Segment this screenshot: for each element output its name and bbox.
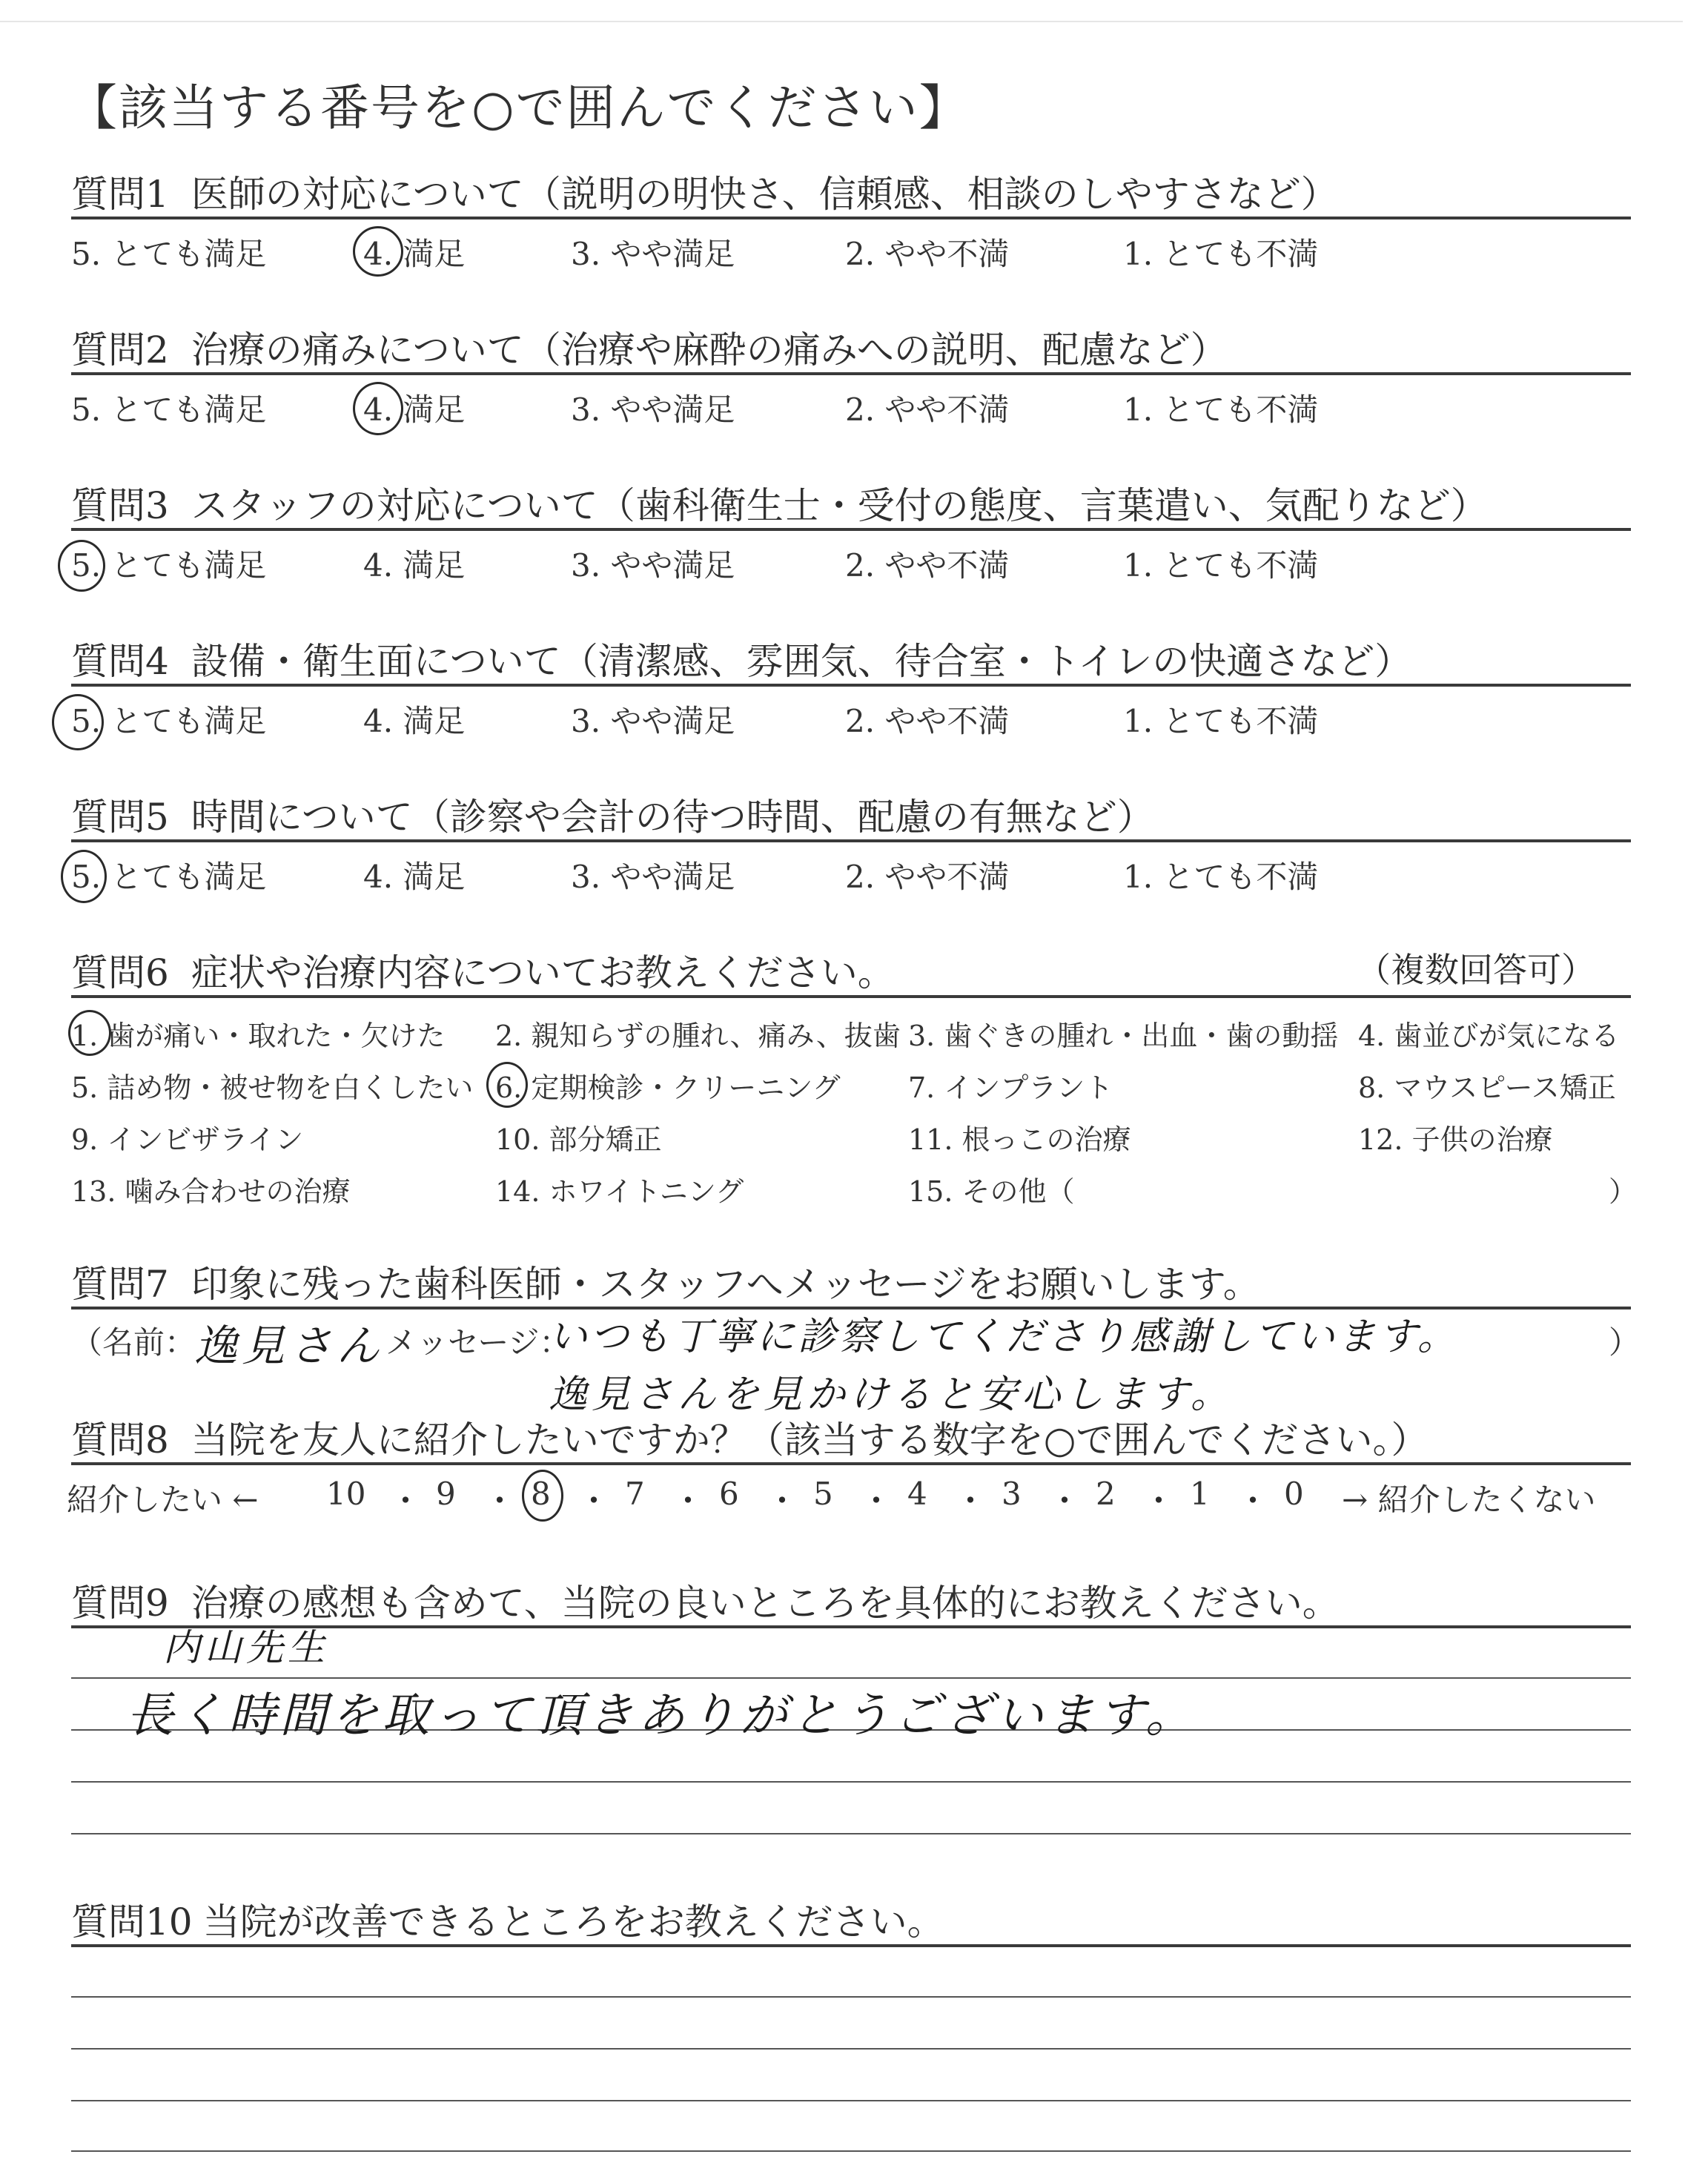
question-2-title: 治療の痛みについて（治療や麻酔の痛みへの説明、配慮など） xyxy=(191,328,1228,371)
q5-option-4[interactable]: 4. 満足 xyxy=(363,859,466,895)
q4-answer-circle xyxy=(52,694,104,750)
question-7-title: 印象に残った歯科医師・スタッフへメッセージをお願いします。 xyxy=(191,1263,1260,1306)
q1-option-1[interactable]: 1. とても不満 xyxy=(1123,236,1319,272)
q4-option-3[interactable]: 3. やや満足 xyxy=(571,703,735,739)
question-5-number: 質問5 xyxy=(71,796,169,839)
q8-number-9[interactable]: 9 xyxy=(436,1476,456,1512)
question-7 xyxy=(71,1255,1260,1308)
q8-dot: ・ xyxy=(1142,1482,1175,1520)
question-1-rule xyxy=(71,217,1631,219)
question-4-title: 設備・衛生面について（清潔感、雰囲気、待合室・トイレの快適さなど） xyxy=(191,640,1412,683)
q2-option-1[interactable]: 1. とても不満 xyxy=(1123,392,1319,428)
q4-option-2[interactable]: 2. やや不満 xyxy=(845,703,1010,739)
q8-number-7[interactable]: 7 xyxy=(625,1476,645,1512)
q8-dot: ・ xyxy=(1237,1482,1269,1520)
q8-number-3[interactable]: 3 xyxy=(1002,1476,1022,1512)
q8-number-2[interactable]: 2 xyxy=(1096,1476,1116,1512)
q6-item-9[interactable]: 9. インビザライン xyxy=(71,1123,304,1156)
q8-right-label: → 紹介したくない xyxy=(1342,1482,1596,1518)
q8-number-1[interactable]: 1 xyxy=(1190,1476,1210,1512)
question-1-title: 医師の対応について（説明の明快さ、信頼感、相談のしやすさなど） xyxy=(191,173,1338,216)
q8-left-label: 紹介したい ← xyxy=(67,1482,259,1518)
q6-answer-circle-6 xyxy=(486,1062,528,1108)
question-2 xyxy=(71,320,1228,374)
scan-edge-line xyxy=(0,21,1683,22)
question-5-rule xyxy=(71,839,1631,842)
q6-item-11[interactable]: 11. 根っこの治療 xyxy=(908,1123,1131,1156)
q2-option-3[interactable]: 3. やや満足 xyxy=(571,392,735,428)
q4-option-1[interactable]: 1. とても不満 xyxy=(1123,703,1319,739)
answer-line xyxy=(71,1996,1631,1998)
q6-answer-circle-1 xyxy=(68,1010,111,1056)
question-8-title: 当院を友人に紹介したいですか？（該当する数字を○で囲んでください。） xyxy=(191,1418,1429,1462)
q8-number-8[interactable]: 8 xyxy=(531,1476,551,1512)
q8-number-5[interactable]: 5 xyxy=(813,1476,833,1512)
q5-option-3[interactable]: 3. やや満足 xyxy=(571,859,735,895)
question-4-rule xyxy=(71,684,1631,687)
question-6-title: 症状や治療内容についてお教えください。 xyxy=(191,951,895,994)
q7-message-label: メッセージ： xyxy=(385,1324,571,1361)
q6-item-3[interactable]: 3. 歯ぐきの腫れ・出血・歯の動揺 xyxy=(908,1020,1339,1052)
q7-name-label: （名前： xyxy=(71,1324,196,1361)
q7-close-paren: ） xyxy=(1609,1324,1641,1361)
q8-dot: ・ xyxy=(954,1482,987,1520)
question-5-title: 時間について（診察や会計の待つ時間、配慮の有無など） xyxy=(191,796,1154,839)
q8-answer-circle xyxy=(522,1470,563,1522)
q5-option-2[interactable]: 2. やや不満 xyxy=(845,859,1010,895)
q1-option-4[interactable]: 4. 満足 xyxy=(363,236,466,272)
question-10 xyxy=(71,1892,944,1946)
question-3-title: スタッフの対応について（歯科衛生士・受付の態度、言葉遣い、気配りなど） xyxy=(191,484,1488,527)
q3-option-3[interactable]: 3. やや満足 xyxy=(571,547,735,584)
answer-line xyxy=(71,1781,1631,1783)
question-3-number: 質問3 xyxy=(71,484,169,527)
q6-item-15[interactable]: 15. その他（ xyxy=(908,1175,1075,1208)
q2-answer-circle xyxy=(353,382,403,435)
q6-item-14[interactable]: 14. ホワイトニング xyxy=(495,1175,744,1208)
q6-other-close-paren: ） xyxy=(1609,1175,1638,1208)
question-10-rule xyxy=(71,1944,1631,1947)
q8-dot: ・ xyxy=(860,1482,893,1520)
question-7-number: 質問7 xyxy=(71,1263,169,1306)
q7-handwritten-name: 逸見さん xyxy=(194,1321,385,1371)
q6-item-6[interactable]: 6. 定期検診・クリーニング xyxy=(495,1071,841,1104)
q3-option-4[interactable]: 4. 満足 xyxy=(363,547,466,584)
form-heading: 【該当する番号を○で囲んでください】 xyxy=(68,79,970,136)
q2-option-5[interactable]: 5. とても満足 xyxy=(71,392,267,428)
q8-dot: ・ xyxy=(577,1482,610,1520)
question-4-number: 質問4 xyxy=(71,640,169,683)
question-1 xyxy=(71,165,1338,218)
q8-dot: ・ xyxy=(766,1482,798,1520)
q5-answer-circle xyxy=(61,850,107,903)
question-9-number: 質問9 xyxy=(71,1582,169,1625)
q6-item-4[interactable]: 4. 歯並びが気になる xyxy=(1358,1020,1620,1052)
question-1-number: 質問1 xyxy=(71,173,169,216)
answer-line xyxy=(71,1833,1631,1834)
q3-option-5[interactable]: 5. とても満足 xyxy=(71,547,267,584)
question-6 xyxy=(71,943,895,997)
q4-option-4[interactable]: 4. 満足 xyxy=(363,703,466,739)
question-8 xyxy=(71,1410,1428,1464)
q3-option-2[interactable]: 2. やや不満 xyxy=(845,547,1010,584)
q9-handwritten-line2: 長く時間を取って頂きありがとうございます。 xyxy=(126,1688,1196,1743)
question-8-number: 質問8 xyxy=(71,1418,169,1462)
q8-dot: ・ xyxy=(483,1482,516,1520)
q6-item-7[interactable]: 7. インプラント xyxy=(908,1071,1113,1104)
q9-handwritten-line1: 内山先生 xyxy=(163,1626,329,1669)
question-6-number: 質問6 xyxy=(71,951,169,994)
q7-handwritten-message-line2: 逸見さんを見かけると安心します。 xyxy=(549,1373,1234,1417)
q1-option-3[interactable]: 3. やや満足 xyxy=(571,236,735,272)
q6-item-1[interactable]: 1. 歯が痛い・取れた・欠けた xyxy=(71,1020,446,1052)
q8-number-0[interactable]: 0 xyxy=(1284,1476,1304,1512)
question-5 xyxy=(71,787,1154,841)
answer-line xyxy=(71,2048,1631,2050)
q8-number-4[interactable]: 4 xyxy=(907,1476,927,1512)
question-6-multiple-note: （複数回答可） xyxy=(1357,950,1595,990)
question-8-rule xyxy=(71,1462,1631,1465)
q3-option-1[interactable]: 1. とても不満 xyxy=(1123,547,1319,584)
answer-line xyxy=(71,2100,1631,2101)
q1-answer-circle xyxy=(353,226,403,277)
q6-item-13[interactable]: 13. 噛み合わせの治療 xyxy=(71,1175,351,1208)
answer-line xyxy=(71,2150,1631,2152)
q8-number-10[interactable]: 10 xyxy=(326,1476,366,1512)
q6-item-10[interactable]: 10. 部分矯正 xyxy=(495,1123,662,1156)
q8-dot: ・ xyxy=(1048,1482,1081,1520)
q2-option-2[interactable]: 2. やや不満 xyxy=(845,392,1010,428)
question-9-title: 治療の感想も含めて、当院の良いところを具体的にお教えください。 xyxy=(191,1582,1340,1625)
q3-answer-circle xyxy=(58,540,105,592)
q2-option-4[interactable]: 4. 満足 xyxy=(363,392,466,428)
q8-number-6[interactable]: 6 xyxy=(719,1476,739,1512)
q1-option-2[interactable]: 2. やや不満 xyxy=(845,236,1010,272)
question-3-rule xyxy=(71,528,1631,531)
question-2-rule xyxy=(71,372,1631,375)
q5-option-1[interactable]: 1. とても不満 xyxy=(1123,859,1319,895)
q6-item-5[interactable]: 5. 詰め物・被せ物を白くしたい xyxy=(71,1071,474,1104)
q6-item-12[interactable]: 12. 子供の治療 xyxy=(1358,1123,1553,1156)
question-3 xyxy=(71,476,1488,529)
question-10-title: 当院が改善できるところをお教えください。 xyxy=(202,1900,944,1943)
q1-option-5[interactable]: 5. とても満足 xyxy=(71,236,267,272)
question-6-rule xyxy=(71,995,1631,998)
q5-option-5[interactable]: 5. とても満足 xyxy=(71,859,267,895)
question-4 xyxy=(71,632,1411,685)
q6-item-2[interactable]: 2. 親知らずの腫れ、痛み、抜歯 xyxy=(495,1020,901,1052)
q6-item-8[interactable]: 8. マウスピース矯正 xyxy=(1358,1071,1616,1104)
q7-handwritten-message-line1: いつも丁寧に診察してくださり感謝しています。 xyxy=(549,1315,1459,1359)
q8-dot: ・ xyxy=(389,1482,422,1520)
q4-option-5[interactable]: 5. とても満足 xyxy=(71,703,267,739)
question-10-number: 質問10 xyxy=(71,1900,193,1943)
question-2-number: 質問2 xyxy=(71,328,169,371)
q8-dot: ・ xyxy=(672,1482,704,1520)
